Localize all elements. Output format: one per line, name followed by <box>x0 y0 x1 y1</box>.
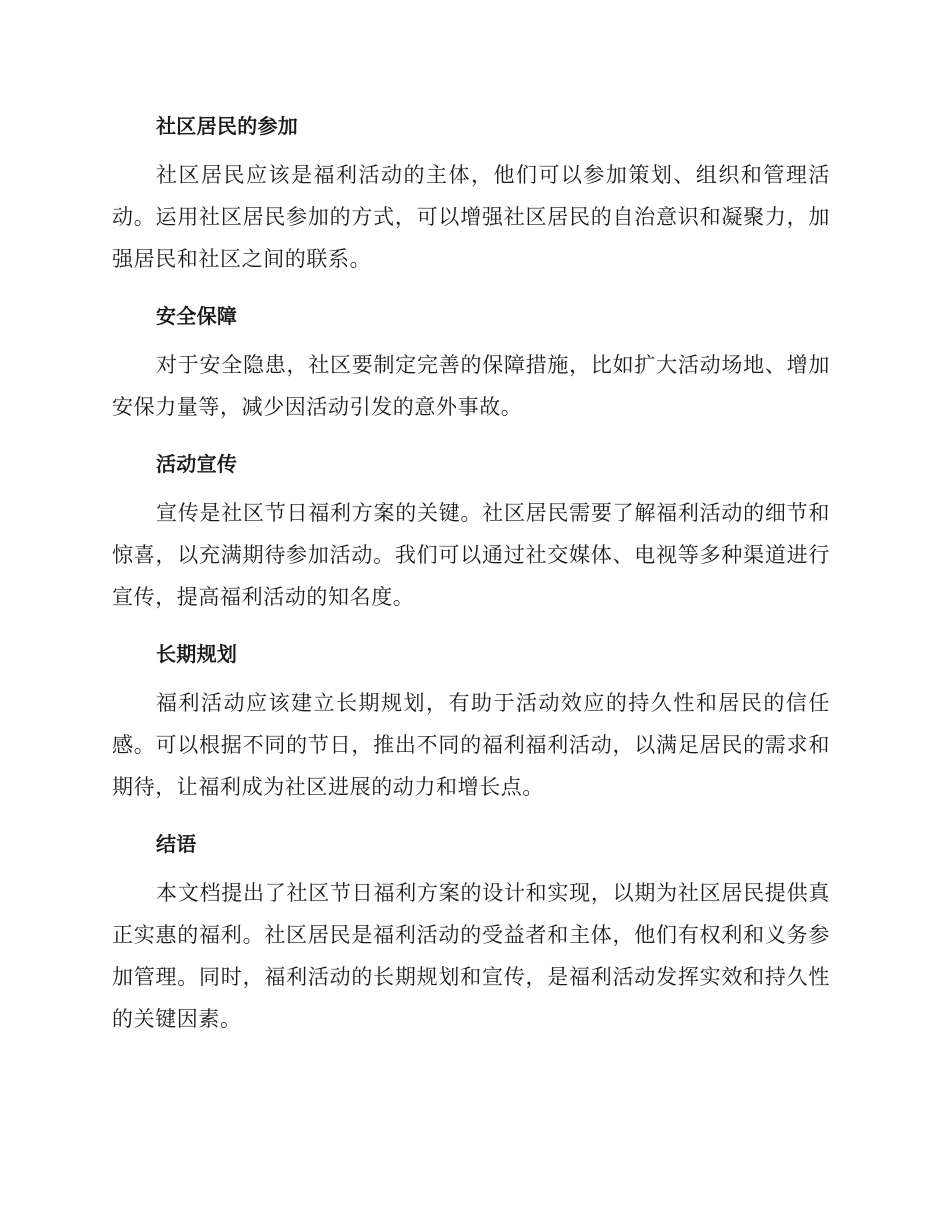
document-page <box>112 108 830 1058</box>
section-paragraph: 对于安全隐患，社区要制定完善的保障措施，比如扩大活动场地、增加安保力量等，减少因活动引发的意外事故。 <box>112 353 830 419</box>
section-publicity <box>112 446 830 618</box>
section-paragraph: 社区居民应该是福利活动的主体，他们可以参加策划、组织和管理活动。运用社区居民参加的方式，可以增强社区居民的自治意识和凝聚力，加强居民和社区之间的联系。 <box>112 163 830 271</box>
section-heading: 社区居民的参加 <box>156 114 299 138</box>
section-resident-participation <box>112 108 830 280</box>
section-heading: 活动宣传 <box>156 452 238 476</box>
section-heading: 长期规划 <box>156 642 238 666</box>
section-paragraph: 本文档提出了社区节日福利方案的设计和实现，以期为社区居民提供真正实惠的福利。社区居民是福利活动的受益者和主体，他们有权利和义务参加管理。同时，福利活动的长期规划和宣传，是福利活动发挥实效和持久性的关键因素。 <box>112 881 830 1031</box>
section-safety <box>112 298 830 428</box>
section-heading: 结语 <box>156 832 197 856</box>
section-paragraph: 福利活动应该建立长期规划，有助于活动效应的持久性和居民的信任感。可以根据不同的节日，推出不同的福利福利活动，以满足居民的需求和期待，让福利成为社区进展的动力和增长点。 <box>112 691 830 799</box>
section-conclusion <box>112 826 830 1040</box>
section-heading: 安全保障 <box>156 304 238 328</box>
section-long-term-planning <box>112 636 830 808</box>
section-paragraph: 宣传是社区节日福利方案的关键。社区居民需要了解福利活动的细节和惊喜，以充满期待参加活动。我们可以通过社交媒体、电视等多种渠道进行宣传，提高福利活动的知名度。 <box>112 501 830 609</box>
